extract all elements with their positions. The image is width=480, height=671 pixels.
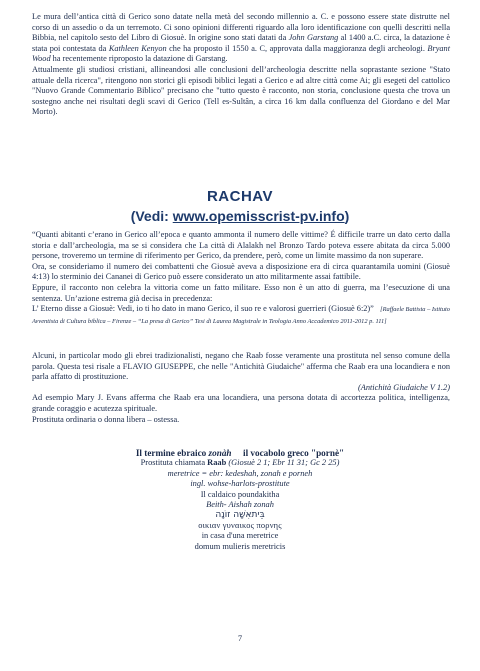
section-heading: RACHAV	[206, 188, 274, 205]
wood-name: Bryant Wood	[32, 43, 451, 64]
reference-link-line: (Vedi: www.opemisscrist-pv.info)	[130, 208, 350, 224]
page-number: 7	[237, 633, 243, 643]
quote-section	[32, 230, 450, 327]
intro-paragraph-2: Attualmente gli studiosi cristiani, allineandosi alle conclusioni dell’archeologia descritte nella soprastante sezione "Stato attuale della ricerca", ritengono non storici gli episodi biblici legati a Gerico e ad altre città come Ai; gli esegeti del cattolico "Nuovo Grande Commentario Biblico" precisano che "tutto questo è racconto, non storia, conclusione questa che trova un sostegno anche nei risultati degli scavi di Gerico (Tell es-Sultân, a circa 16 km dalla confluenza del Giordano e del Mar Morto).	[32, 64, 450, 117]
term-line-2: meretrice = ebr: kedeshah, zonah e porneh	[167, 468, 313, 478]
raab-section	[32, 351, 450, 425]
raab-citation: (Antichità Giudaiche V 1.2)	[357, 382, 450, 392]
term-italian: in casa d'una meretrice	[201, 531, 279, 541]
quote-source-reference: [Raffaele Battista – Istituto Avventista di Cultura biblica – Firenze – “La presa di Gerico” Tesi di Laurea Magistrale in Teologia Anno Accademico 2011-2012 p. 111]	[32, 306, 450, 325]
garstang-name: John Garstang	[288, 33, 339, 43]
quote-paragraph-3: Eppure, il racconto non celebra la vittoria come un fatto militare. Esso non è un atto di guerra, ma l’esecuzione di una sentenza. Un’azione estrema già decisa in precedenza:	[32, 282, 450, 303]
quote-paragraph-4: L’ Eterno disse a Giosuè: Vedi, io ti ho dato in mano Gerico, il suo re e valorosi guerrieri (Giosuè 6:2)” [Raffaele Battista – Istituto Avventista di Cultura biblica – Firenze – “La presa di Gerico” Tesi di Laurea Magistrale in Teologia Anno Accademico 2011-2012 p. 111]	[32, 304, 450, 325]
term-line-5: Beith- Aishah zonah	[206, 500, 274, 510]
intro-paragraph-1: Le mura dell’antica città di Gerico sono datate nella metà del secondo millennio a. C. e possono essere state distrutte nel corso di un assedio o da un terremoto. Ci sono opinioni differenti riguardo alla loro identificazione con quelli descritti nella Bibbia, nel capitolo sesto del Libro di Giosuè. In origine sono stati datati da John Garstang al 1400 a.C. circa, la datazione è stata poi contestata da Kathleen Kenyon che ha proposto il 1550 a. C, approvata dalla maggioranza degli archeologi. Bryant Wood ha recentemente riproposto la datazione di Garstang.	[32, 12, 451, 64]
quote-paragraph-2: Ora, se consideriamo il numero dei combattenti che Giosuè aveva a disposizione era di circa quarantamila uomini (Giosuè 4:13) lo sterminio dei Cananei di Gerico può essere considerato un atto militarmente assai fattibile.	[32, 261, 450, 282]
quote-paragraph-1: “Quanti abitanti c’erano in Gerico all’epoca e quanto ammonta il numero delle vittime? É difficile trarre un dato certo dalla storia e dall’archeologia, ma se si considera che La città di Alalakh nel Bronzo Tardo poteva essere abitata da circa 5.000 persone, troveremo un termine di riferimento per Gerico, da prendere, però, come un limite massimo da non superare.	[32, 230, 450, 261]
term-line-1: Prostituta chiamata Raab (Giosuè 2 1; Ebr 11 31; Gc 2 25)	[140, 458, 340, 468]
term-greek: οικιαν γυναικος πορνης	[198, 520, 282, 530]
kenyon-name: Kathleen Kenyon	[108, 43, 167, 53]
term-latin: domum mulieris meretricis	[194, 541, 286, 551]
term-line-4: Il caldaico poundakitha	[200, 489, 280, 499]
raab-paragraph-3: Prostituta ordinaria o donna libera – ostessa.	[32, 414, 180, 424]
intro-section	[32, 12, 450, 118]
term-hebrew: בֵּיתאִשָּׁה זוֹנָה	[215, 510, 265, 521]
raab-paragraph-1: Alcuni, in particolar modo gli ebrei tradizionalisti, negano che Raab fosse veramente una prostituta nel senso comune della parola. Questa tesi risale a FLAVIO GIUSEPPE, che nelle "Antichità Giudaiche" afferma che Raab era una locandiera e non parla affatto di prostituzione.	[32, 351, 450, 382]
term-title: Il termine ebraico zonàh il vocabolo greco "pornè"	[135, 448, 345, 458]
term-block	[0, 448, 480, 552]
term-line-3: ingl. wohse-harlots-prostitute	[190, 479, 290, 489]
raab-paragraph-2: Ad esempio Mary J. Evans afferma che Raab era una locandiera, una persona dotata di accortezza politica, intelligenza, grande coraggio e acutezza spirituale.	[32, 393, 450, 413]
website-link[interactable]: www.opemisscrist-pv.info	[172, 208, 345, 224]
